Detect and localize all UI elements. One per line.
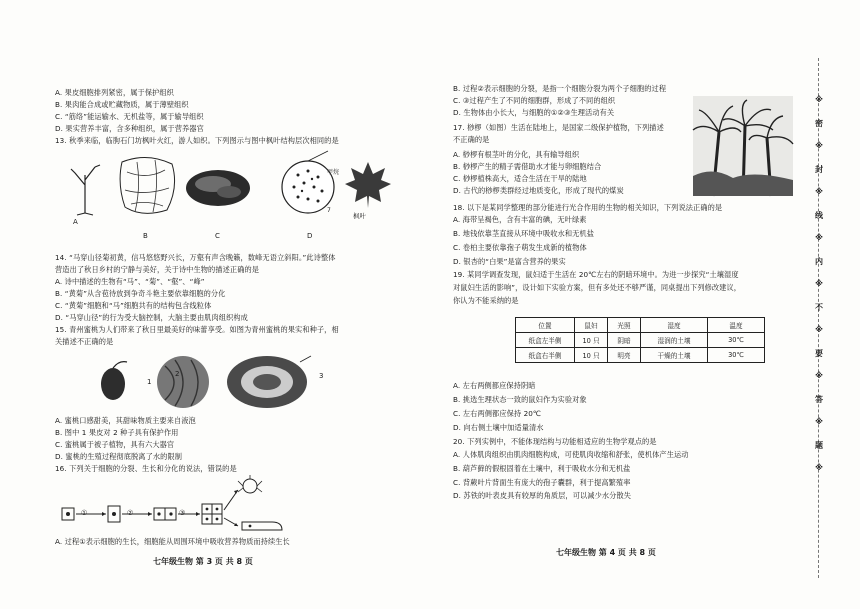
table-cell: 纸盒左半侧 <box>516 333 575 348</box>
binding-char: 封 <box>815 165 823 174</box>
q13-label-c: C <box>215 232 220 240</box>
q18-option-d: D. 银杏的“白果”是富含营养的果实 <box>453 257 566 266</box>
table-row <box>516 348 765 363</box>
table-cell: 湿润的土壤 <box>641 333 708 348</box>
q18-stem: 18. 以下是某同学整理的部分能进行光合作用的生物的相关知识，下列说法正确的是 <box>453 203 723 212</box>
binding-char: 不 <box>815 303 823 312</box>
right-page <box>453 0 803 609</box>
binding-char: ※ <box>815 463 823 472</box>
q14-option-b: B. “黄菊”从含苞待放到争奇斗艳主要依靠细胞的分化 <box>55 289 226 298</box>
q17-stem-2: 不正确的是 <box>453 135 490 144</box>
q13-figure-a-plant-icon <box>65 155 105 215</box>
q16-option-c: C. ③过程产生了不同的细胞群，形成了不同的组织 <box>453 96 616 105</box>
q17-option-c: C. 桫椤植株高大，适合生活在干旱的陆地 <box>453 174 587 183</box>
q13-label-a: A <box>73 218 78 226</box>
q19-option-d: D. 向右侧土壤中加适量清水 <box>453 423 544 432</box>
q15-label-3: 3 <box>319 372 324 380</box>
table-header: 温度 <box>708 318 765 333</box>
binding-char: 密 <box>815 119 823 128</box>
binding-char: ※ <box>815 279 823 288</box>
table-cell: 明亮 <box>608 348 641 363</box>
q18-option-c: C. 卷柏主要依靠孢子萌发生成新的植物体 <box>453 243 587 252</box>
binding-char: 内 <box>815 257 823 266</box>
binding-char: ※ <box>815 233 823 242</box>
q12-option-b: B. 果肉能合成或贮藏物质，属于薄壁组织 <box>55 100 189 109</box>
binding-char: ※ <box>815 417 823 426</box>
q16-option-a: A. 过程①表示细胞的生长，细胞能从周围环境中吸收营养物质而持续生长 <box>55 537 290 546</box>
binding-char: ※ <box>815 141 823 150</box>
tree-fern-image-icon <box>693 96 793 196</box>
q16-step-1: ① <box>81 509 88 517</box>
q14-option-d: D. “马穿山径”的行为受大脑控制，大脑主要由肌肉组织构成 <box>55 313 248 322</box>
q13-d-label-top: 甲烷 <box>327 169 340 176</box>
q15-label-2: 2 <box>175 370 180 378</box>
table-row <box>516 333 765 348</box>
table-cell: 干燥的土壤 <box>641 348 708 363</box>
q13-figure-c-fruit-icon <box>183 160 253 210</box>
q20-stem: 20. 下列实例中，不能体现结构与功能相适应的生物学观点的是 <box>453 437 657 446</box>
q14-stem-1: 14. “马穿山径菊初黄，信马悠悠野兴长，万壑有声含晚籁，数峰无语立斜阳。”此诗整体 <box>55 253 336 262</box>
q13-label-b: B <box>143 232 148 240</box>
table-header: 湿度 <box>641 318 708 333</box>
q12-option-d: D. 果实营养丰富，含多种组织，属于营养器官 <box>55 124 204 133</box>
q16-step-3: ③ <box>179 509 186 517</box>
q14-option-a: A. 诗中描述的生物有“马”、“菊”、“壑”、“峰” <box>55 277 205 286</box>
table-header: 位置 <box>516 318 575 333</box>
table-header: 光照 <box>608 318 641 333</box>
q19-option-c: C. 左右两侧都应保持 20℃ <box>453 409 542 418</box>
binding-char: 答 <box>815 395 823 404</box>
q19-stem-3: 你认为不能采纳的是 <box>453 296 519 305</box>
left-page-footer: 七年级生物 第 3 页 共 8 页 <box>153 557 253 566</box>
q13-figure-b-tissue-icon <box>117 152 179 218</box>
table-cell: 30℃ <box>708 348 765 363</box>
left-page <box>55 0 415 609</box>
q13-figure-maple-leaf-icon <box>343 160 393 208</box>
q12-option-a: A. 果皮细胞排列紧密，属于保护组织 <box>55 88 174 97</box>
q16-option-d: D. 生物体由小长大，与细胞的①②③生理活动有关 <box>453 108 615 117</box>
q15-option-c: C. 蜜桃属于被子植物，具有六大器官 <box>55 440 175 449</box>
q16-stem: 16. 下列关于细胞的分裂、生长和分化的说法，错误的是 <box>55 464 237 473</box>
table-cell: 10 只 <box>575 333 608 348</box>
table-header: 鼠妇 <box>575 318 608 333</box>
q13-d-label-bottom: 7 <box>327 207 331 214</box>
q14-stem-2: 营造出了秋日乡村的宁静与美好，关于诗中生物的描述正确的是 <box>55 265 260 274</box>
q15-stem-1: 15. 青州蜜桃为人们带来了秋日里最美好的味蕾享受。如图为青州蜜桃的果实和种子，相 <box>55 325 339 334</box>
q17-option-b: B. 桫椤产生的精子需借助水才能与卵细胞结合 <box>453 162 602 171</box>
q19-stem-2: 对鼠妇生活的影响”，设计如下实验方案，但有多处还不够严谨，同桌提出下列修改建议， <box>453 283 742 292</box>
q18-option-b: B. 地钱依靠茎直接从环境中吸收水和无机盐 <box>453 229 594 238</box>
q20-option-b: B. 葫芦藓的假根固着在土壤中，利于吸收水分和无机盐 <box>453 464 631 473</box>
q16-step-2: ② <box>127 509 134 517</box>
q17-option-a: A. 桫椤有根茎叶的分化，具有输导组织 <box>453 150 580 159</box>
q17-option-d: D. 古代的桫椤类群经过地质变化，形成了现代的煤炭 <box>453 186 624 195</box>
binding-char: ※ <box>815 187 823 196</box>
q15-label-1: 1 <box>147 378 152 386</box>
experiment-table <box>515 317 765 363</box>
table-cell: 阴暗 <box>608 333 641 348</box>
q19-option-a: A. 左右两侧都应保持阴暗 <box>453 381 536 390</box>
q16-cell-process-figure-icon <box>60 476 360 532</box>
binding-char: ※ <box>815 371 823 380</box>
q15-option-a: A. 蜜桃口感甜美，其甜味物质主要来自液泡 <box>55 416 196 425</box>
binding-char: 线 <box>815 211 823 220</box>
q14-option-c: C. “黄菊”细胞和“马”细胞共有的结构包含线粒体 <box>55 301 212 310</box>
q16-option-b: B. 过程②表示细胞的分裂，是指一个细胞分裂为两个子细胞的过程 <box>453 84 667 93</box>
binding-char: 题 <box>815 441 823 450</box>
q15-option-b: B. 图中 1 果皮对 2 种子具有保护作用 <box>55 428 179 437</box>
q19-stem-1: 19. 某同学调查发现，鼠妇适于生活在 20℃左右的阴暗环境中。为进一步探究“土壤湿度 <box>453 270 739 279</box>
table-header-row <box>516 318 765 333</box>
q13-label-d: D <box>307 232 313 240</box>
q13-stem: 13. 秋季来临，临朐石门坊枫叶火红，游人如织。下列图示与图中枫叶结构层次相同的是 <box>55 136 339 145</box>
table-cell: 30℃ <box>708 333 765 348</box>
table-cell: 10 只 <box>575 348 608 363</box>
binding-char: ※ <box>815 95 823 104</box>
q17-stem-1: 17. 桫椤（如图）生活在陆地上，是国家二级保护植物，下列描述 <box>453 123 664 132</box>
q15-option-d: D. 蜜桃的生殖过程彻底脱离了水的限制 <box>55 452 183 461</box>
binding-dashed-line <box>818 58 819 578</box>
q20-option-c: C. 背蕨叶片背面生有庞大的孢子囊群，利于提高繁殖率 <box>453 478 631 487</box>
right-page-footer: 七年级生物 第 4 页 共 8 页 <box>556 548 656 557</box>
table-cell: 纸盒右半侧 <box>516 348 575 363</box>
q15-peach-figure-icon <box>95 352 325 412</box>
q15-stem-2: 关描述不正确的是 <box>55 337 114 346</box>
q20-option-a: A. 人体肌肉组织由肌肉细胞构成，可使肌肉收缩和舒张，使机体产生运动 <box>453 450 689 459</box>
binding-char: ※ <box>815 325 823 334</box>
binding-char: 要 <box>815 349 823 358</box>
q18-option-a: A. 海带呈褐色，含有丰富的碘，无叶绿素 <box>453 215 587 224</box>
q13-label-maple: 枫叶 <box>353 212 366 220</box>
q12-option-c: C. “筋络”能运输水、无机盐等，属于输导组织 <box>55 112 204 121</box>
q20-option-d: D. 苏铁的叶表皮具有较厚的角质层，可以减少水分散失 <box>453 491 632 500</box>
q19-option-b: B. 挑选生理状态一致的鼠妇作为实验对象 <box>453 395 587 404</box>
